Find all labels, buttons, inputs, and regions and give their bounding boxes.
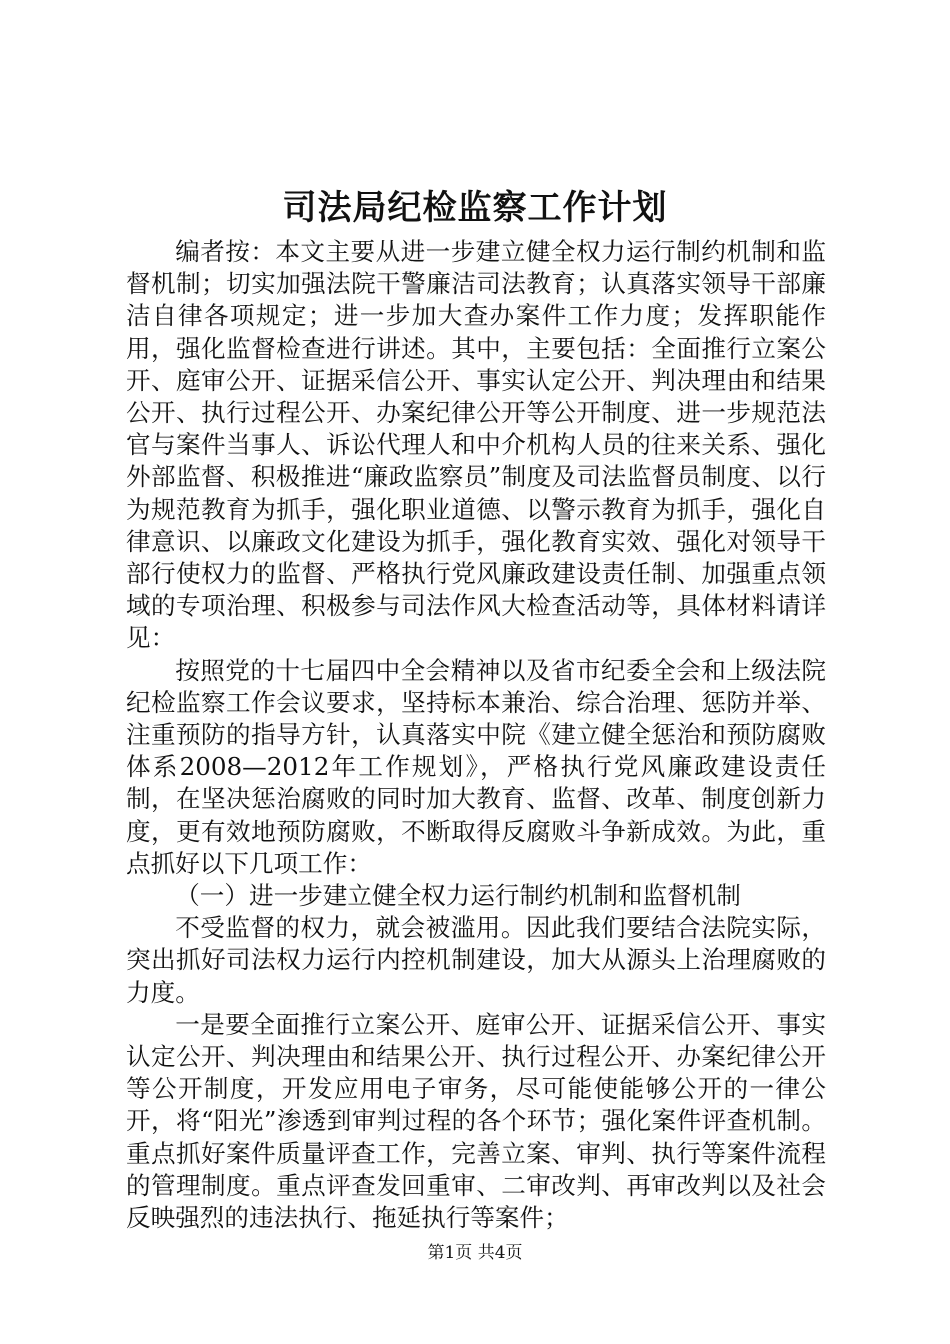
- intro-paragraph: 按照党的十七届四中全会精神以及省市纪委全会和上级法院纪检监察工作会议要求，坚持标本兼治、综合治理、惩防并举、注重预防的指导方针，认真落实中院《建立健全惩治和预防腐败体系2008—2012年工作规划》，严格执行党风廉政建设责任制，在坚决惩治腐败的同时加大教育、监督、改革、制度创新力度，更有效地预防腐败，不断取得反腐败斗争新成效。为此，重点抓好以下几项工作：: [126, 655, 826, 878]
- document-body: [126, 236, 826, 1234]
- section-heading: （一）进一步建立健全权力运行制约机制和监督机制: [175, 881, 741, 911]
- page-number-footer: 第1页 共4页: [427, 1243, 523, 1263]
- editor-note-paragraph: 编者按：本文主要从进一步建立健全权力运行制约机制和监督机制；切实加强法院干警廉洁司法教育；认真落实领导干部廉洁自律各项规定；进一步加大查办案件工作力度；发挥职能作用，强化监督检查进行讲述。其中，主要包括：全面推行立案公开、庭审公开、证据采信公开、事实认定公开、判决理由和结果公开、执行过程公开、办案纪律公开等公开制度、进一步规范法官与案件当事人、诉讼代理人和中介机构人员的往来关系、强化外部监督、积极推进“廉政监察员”制度及司法监督员制度、以行为规范教育为抓手，强化职业道德、以警示教育为抓手，强化自律意识、以廉政文化建设为抓手，强化教育实效、强化对领导干部行使权力的监督、严格执行党风廉政建设责任制、加强重点领域的专项治理、积极参与司法作风大检查活动等，具体材料请详见：: [126, 237, 826, 653]
- body-paragraph: 不受监督的权力，就会被滥用。因此我们要结合法院实际，突出抓好司法权力运行内控机制建设，加大从源头上治理腐败的力度。: [126, 913, 826, 1007]
- document-title: 司法局纪检监察工作计划: [282, 188, 668, 228]
- body-paragraph: 一是要全面推行立案公开、庭审公开、证据采信公开、事实认定公开、判决理由和结果公开、执行过程公开、办案纪律公开等公开制度，开发应用电子审务，尽可能使能够公开的一律公开，将“阳光”渗透到审判过程的各个环节；强化案件评查机制。重点抓好案件质量评查工作，完善立案、审判、执行等案件流程的管理制度。重点评查发回重审、二审改判、再审改判以及社会反映强烈的违法执行、拖延执行等案件；: [126, 1009, 826, 1233]
